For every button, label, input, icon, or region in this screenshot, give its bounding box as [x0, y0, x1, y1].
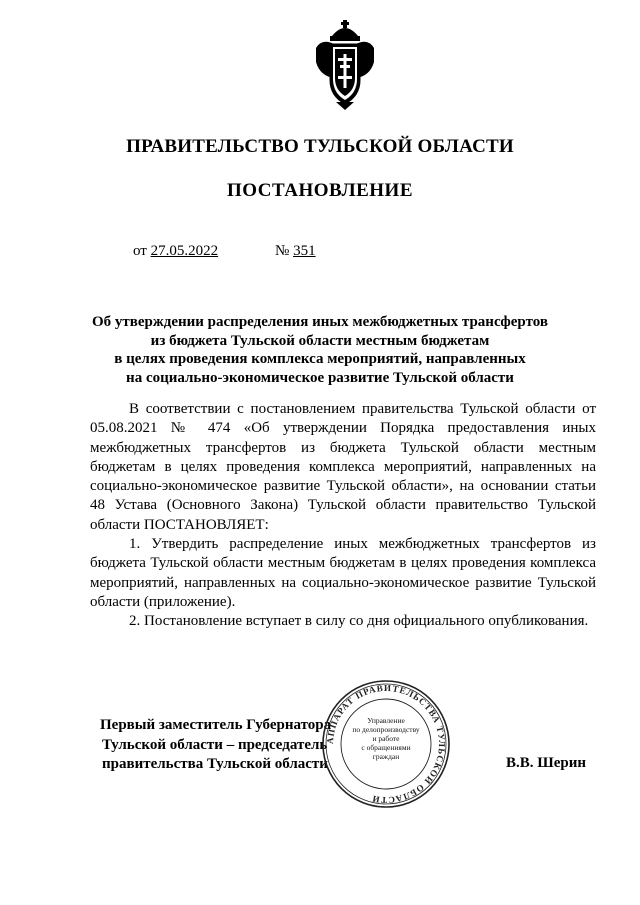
date-value: 27.05.2022 — [150, 243, 219, 259]
tula-coat-of-arms-icon — [310, 18, 380, 112]
seal-line: граждан — [372, 752, 400, 761]
position-line: Тульской области – председатель — [102, 736, 328, 753]
body-paragraph-item-1: 1. Утвердить распределение иных межбюджетных трансфертов из бюджета Тульской области местным бюджетам в целях проведения комплекса мероприятий, направленных на социально-экономическое развитие Тульской области (приложение). — [90, 536, 596, 610]
position-line: Первый заместитель Губернатора — [100, 717, 332, 733]
signatory-position — [100, 716, 340, 775]
seal-line: Управление — [367, 716, 405, 725]
signatory-name: В.В. Шерин — [506, 755, 587, 771]
organization-name: ПРАВИТЕЛЬСТВО ТУЛЬСКОЙ ОБЛАСТИ — [126, 136, 514, 157]
title-line: на социально-экономическое развитие Тульской области — [126, 369, 514, 386]
seal-line: и работе — [372, 734, 400, 743]
title-line: Об утверждении распределения иных межбюджетных трансфертов — [92, 314, 548, 330]
document-type: ПОСТАНОВЛЕНИЕ — [226, 180, 414, 201]
body-paragraph-preamble: В соответствии с постановлением правительства Тульской области от 05.08.2021 № 474 «Об утверждении Порядка предоставления иных межбюджетных трансфертов из бюджета Тульской области местным бюджетам в целях проведения комплекса мероприятий, направленных на социально-экономическое развитие Тульской области», на основании статьи 48 Устава (Основного Закона) Тульской области правительство Тульской области ПОСТАНОВЛЯЕТ: — [90, 401, 596, 533]
title-line: из бюджета Тульской области местным бюджетам — [150, 332, 490, 349]
seal-line: по делопроизводству — [352, 725, 420, 734]
seal-ring-text: АППАРАТ ПРАВИТЕЛЬСТВА ТУЛЬСКОЙ ОБЛАСТИ — [324, 682, 448, 806]
body-paragraph-item-2: 2. Постановление вступает в силу со дня официального опубликования. — [129, 613, 589, 630]
document-body — [90, 400, 596, 632]
seal-center-text — [346, 716, 426, 761]
position-line: правительства Тульской области — [102, 756, 328, 772]
document-date — [133, 243, 218, 260]
document-number — [275, 243, 316, 260]
document-title — [60, 313, 580, 387]
number-prefix: № — [275, 243, 290, 259]
date-prefix: от — [133, 243, 147, 259]
seal-line: с обращениями — [361, 743, 411, 752]
title-line: в целях проведения комплекса мероприятий, направленных — [114, 351, 526, 367]
number-value: 351 — [293, 243, 316, 259]
